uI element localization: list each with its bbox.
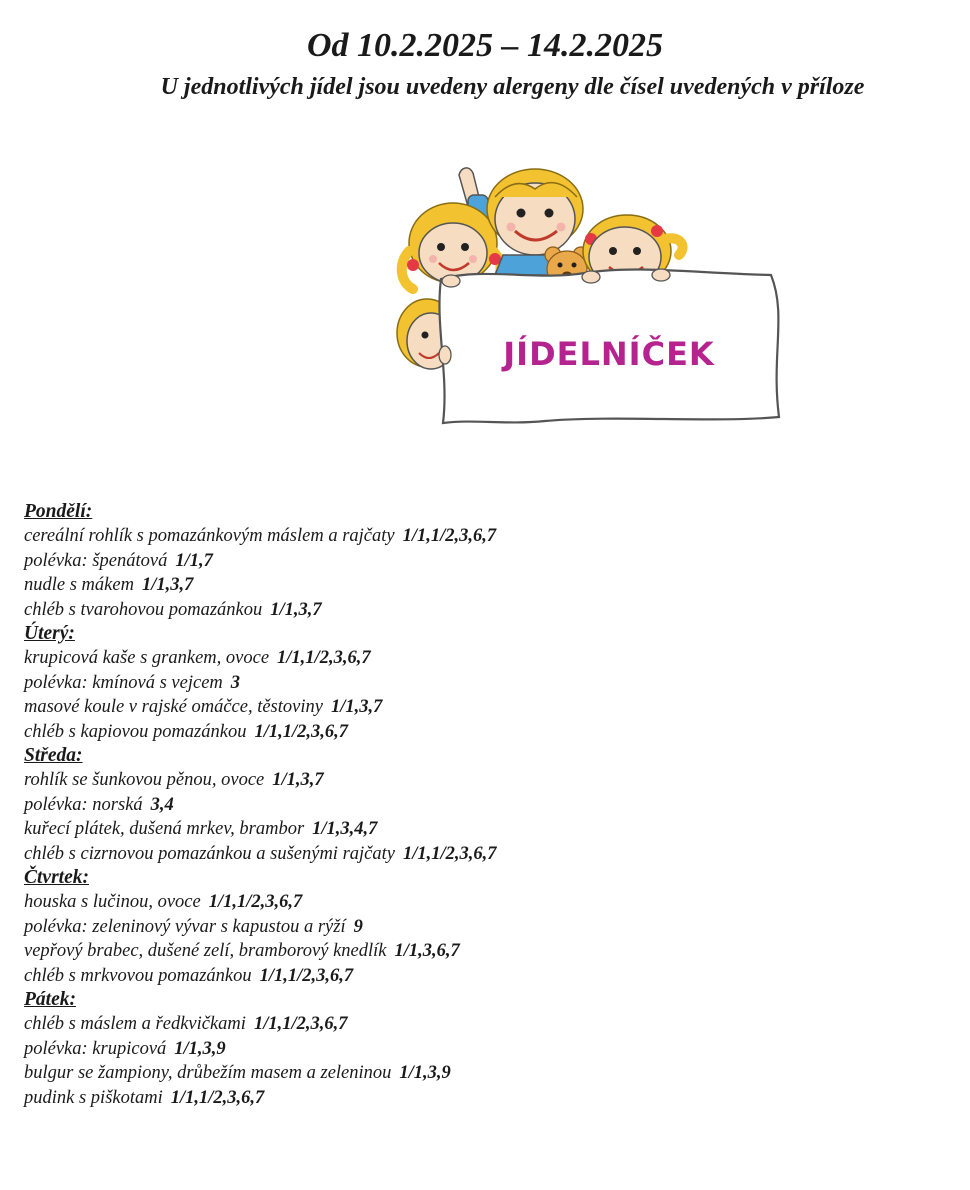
allergen-codes: 1/1,1/2,3,6,7 <box>254 721 349 742</box>
allergen-codes: 1/1,3,4,7 <box>312 819 378 839</box>
dish-name: polévka: zeleninový vývar s kapustou a rýží <box>24 916 346 937</box>
allergen-codes: 9 <box>353 916 363 937</box>
day-section <box>24 988 954 1110</box>
logo-text: JÍDELNÍČEK <box>503 335 715 373</box>
menu-item <box>24 1086 954 1111</box>
allergen-codes: 1/1,3,9 <box>399 1063 451 1083</box>
dish-name: bulgur se žampiony, drůbežím masem a zeleninou <box>24 1063 392 1083</box>
dish-name: polévka: špenátová <box>24 550 168 571</box>
menu-item <box>24 720 954 745</box>
menu-item <box>24 598 954 623</box>
allergen-note: U jednotlivých jídel jsou uvedeny alergeny dle čísel uvedených v příloze <box>160 74 865 100</box>
allergen-codes: 1/1,7 <box>175 550 213 571</box>
menu-item <box>24 939 954 964</box>
dish-name: chléb s kapiovou pomazánkou <box>24 721 247 742</box>
day-heading: Pondělí: <box>24 501 93 522</box>
day-heading: Úterý: <box>24 623 75 644</box>
dish-name: chléb s mrkvovou pomazánkou <box>24 965 252 986</box>
dish-name: masové koule v rajské omáčce, těstoviny <box>24 697 323 717</box>
dish-name: cereální rohlík s pomazánkovým máslem a rajčaty <box>24 526 395 546</box>
day-heading: Středa: <box>24 745 83 766</box>
day-section <box>24 744 954 866</box>
dish-name: krupicová kaše s grankem, ovoce <box>24 648 270 668</box>
allergen-codes: 1/1,1/2,3,6,7 <box>402 843 497 864</box>
dish-name: polévka: kmínová s vejcem <box>24 672 223 693</box>
allergen-codes: 3 <box>230 672 241 693</box>
dish-name: chléb s cizrnovou pomazánkou a sušenými rajčaty <box>24 843 395 864</box>
menu-item <box>24 695 954 720</box>
menu-item <box>24 890 954 915</box>
dish-name: polévka: krupicová <box>24 1038 167 1059</box>
menu-item <box>24 842 954 867</box>
day-section <box>24 500 954 622</box>
day-section <box>24 622 954 744</box>
allergen-codes: 1/1,1/2,3,6,7 <box>277 648 371 668</box>
menu-item <box>24 573 954 598</box>
dish-name: kuřecí plátek, dušená mrkev, brambor <box>24 819 305 839</box>
allergen-codes: 1/1,3,7 <box>330 697 383 717</box>
menu-item <box>24 768 954 793</box>
jidelnicek-logo-icon <box>395 155 787 433</box>
allergen-codes: 1/1,1/2,3,6,7 <box>402 526 497 546</box>
dish-name: vepřový brabec, dušené zelí, bramborový knedlík <box>24 941 387 961</box>
menu-item <box>24 1012 954 1037</box>
day-heading: Pátek: <box>24 989 76 1010</box>
allergen-codes: 1/1,3,9 <box>174 1038 226 1059</box>
menu-item <box>24 793 954 818</box>
day-section <box>24 866 954 988</box>
allergen-codes: 3,4 <box>150 794 174 815</box>
weekly-menu <box>24 500 954 1110</box>
dish-name: houska s lučinou, ovoce <box>24 892 201 912</box>
menu-item <box>24 549 954 574</box>
allergen-codes: 1/1,1/2,3,6,7 <box>170 1087 265 1108</box>
dish-name: rohlík se šunkovou pěnou, ovoce <box>24 770 265 790</box>
dish-name: pudink s piškotami <box>24 1087 163 1108</box>
menu-item <box>24 964 954 989</box>
menu-item <box>24 817 954 842</box>
allergen-codes: 1/1,1/2,3,6,7 <box>253 1014 348 1034</box>
dish-name: polévka: norská <box>24 794 143 815</box>
allergen-codes: 1/1,1/2,3,6,7 <box>208 892 303 912</box>
dish-name: nudle s mákem <box>24 575 134 595</box>
allergen-codes: 1/1,3,7 <box>270 599 322 620</box>
menu-item <box>24 915 954 940</box>
page-title: Od 10.2.2025 – 14.2.2025 <box>306 27 664 64</box>
menu-item <box>24 1061 954 1086</box>
allergen-codes: 1/1,3,7 <box>141 575 194 595</box>
allergen-codes: 1/1,3,6,7 <box>394 941 460 961</box>
allergen-codes: 1/1,3,7 <box>272 770 324 790</box>
allergen-codes: 1/1,1/2,3,6,7 <box>259 965 354 986</box>
dish-name: chléb s tvarohovou pomazánkou <box>24 599 263 620</box>
menu-item <box>24 671 954 696</box>
menu-item <box>24 524 954 549</box>
menu-item <box>24 1037 954 1062</box>
day-heading: Čtvrtek: <box>24 867 89 888</box>
menu-item <box>24 646 954 671</box>
dish-name: chléb s máslem a ředkvičkami <box>24 1014 246 1034</box>
